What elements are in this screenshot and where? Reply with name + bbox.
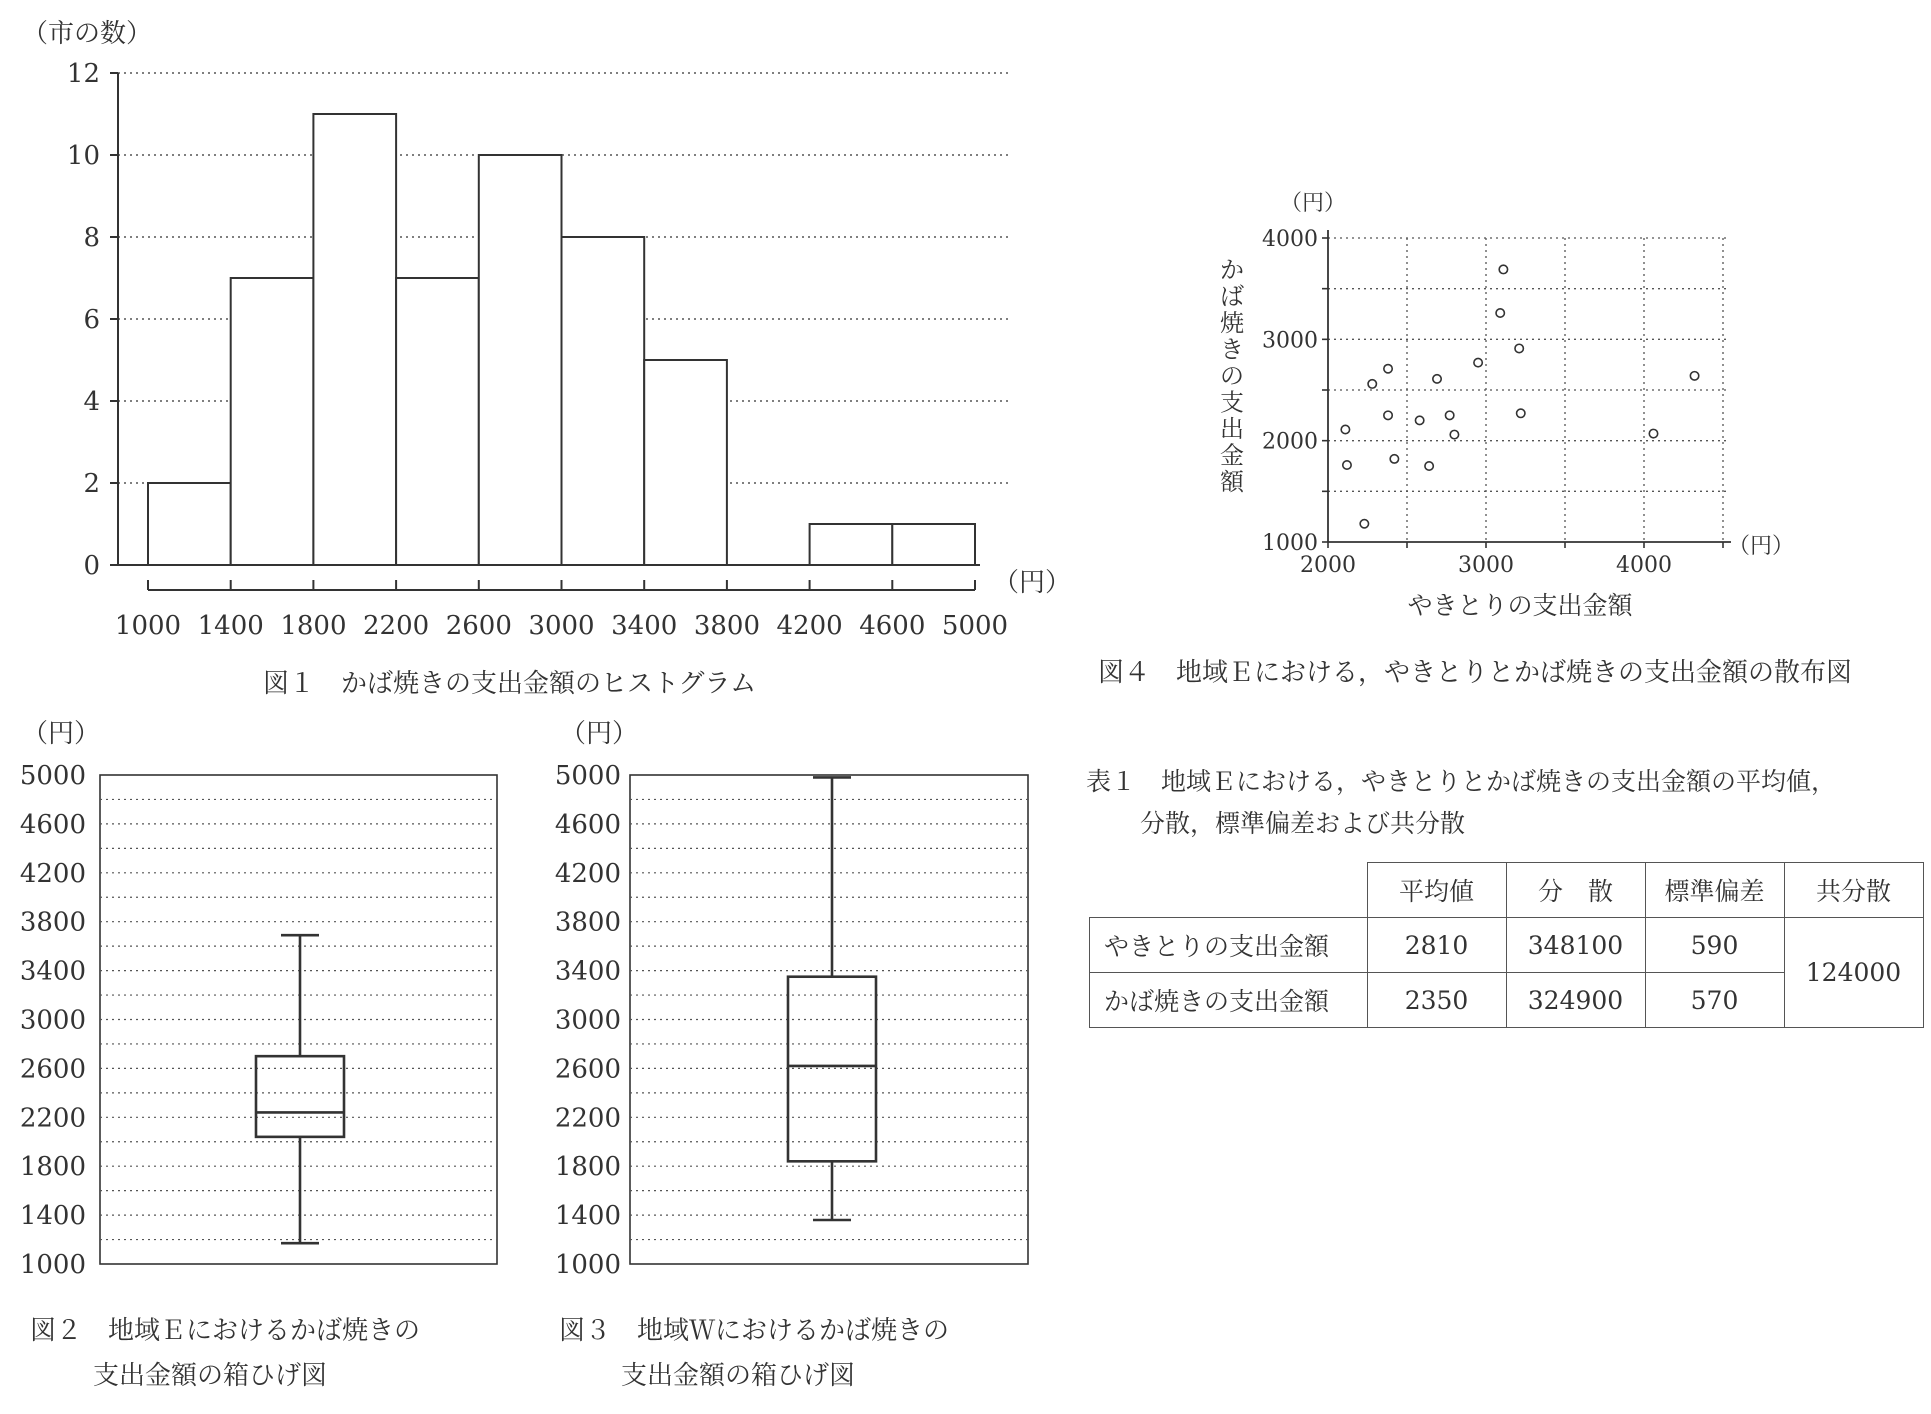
scatter-x-tick-label: 3000 bbox=[1458, 553, 1514, 578]
histogram-y-axis-label: （市の数） bbox=[22, 19, 153, 49]
histogram-bar bbox=[479, 155, 562, 565]
cell-variance: 348100 bbox=[1506, 918, 1645, 973]
scatter-point bbox=[1649, 429, 1657, 437]
b2-y-tick-label: 4200 bbox=[554, 858, 621, 889]
histogram-y-tick-label: 8 bbox=[83, 223, 100, 253]
histogram-x-tick-label: 2600 bbox=[445, 611, 512, 641]
histogram-y-tick-label: 6 bbox=[83, 305, 100, 335]
b2-y-tick-label: 2200 bbox=[554, 1103, 621, 1134]
boxplot-e-box bbox=[256, 935, 344, 1243]
row-label: やきとりの支出金額 bbox=[1090, 918, 1368, 973]
scatter-y-axis-label-char: 支 bbox=[1220, 388, 1244, 417]
b2-y-tick-label: 3400 bbox=[554, 956, 621, 987]
scatter-point bbox=[1384, 411, 1392, 419]
scatter-y-axis-label-char: 金 bbox=[1220, 441, 1244, 470]
scatter-point bbox=[1517, 409, 1525, 417]
histogram-x-tick-label: 4600 bbox=[859, 611, 926, 641]
b1-y-tick-label: 2200 bbox=[19, 1103, 86, 1134]
scatter-point bbox=[1433, 375, 1441, 383]
b1-y-tick-label: 3400 bbox=[19, 956, 86, 987]
scatter-point bbox=[1368, 380, 1376, 388]
scatter-point bbox=[1341, 425, 1349, 433]
boxplot-w-y-tick-labels bbox=[555, 761, 621, 1280]
table-caption-line1: 表１ 地域Ｅにおける，やきとりとかば焼きの支出金額の平均値， bbox=[1086, 767, 1837, 796]
b1-y-tick-label: 1800 bbox=[19, 1152, 86, 1183]
b1-y-tick-label: 4600 bbox=[19, 809, 86, 840]
b1-y-tick-label: 3800 bbox=[19, 907, 86, 938]
scatter-x-tick-label: 2000 bbox=[1300, 553, 1356, 578]
scatter-gridlines bbox=[1328, 238, 1728, 542]
b1-y-tick-label: 2600 bbox=[19, 1054, 86, 1085]
scatter-point bbox=[1390, 455, 1398, 463]
b1-y-tick-label: 4200 bbox=[19, 858, 86, 889]
boxplot-e-y-tick-labels bbox=[20, 761, 86, 1280]
histogram-x-tick-label: 3800 bbox=[693, 611, 760, 641]
histogram-x-tick-label: 3400 bbox=[611, 611, 678, 641]
cell-mean: 2810 bbox=[1367, 918, 1506, 973]
scatter-point bbox=[1496, 309, 1504, 317]
histogram-chart bbox=[0, 0, 1072, 650]
histogram-x-tick-labels bbox=[115, 611, 1008, 641]
table-row bbox=[1090, 918, 1924, 973]
histogram-y-tick-label: 4 bbox=[83, 387, 100, 417]
table-corner-cell bbox=[1090, 863, 1368, 918]
b2-y-tick-label: 5000 bbox=[554, 761, 621, 791]
boxplot-e-gridlines bbox=[100, 775, 497, 1264]
stats-table bbox=[1089, 862, 1924, 1028]
fig2-caption-line2: 支出金額の箱ひげ図 bbox=[93, 1361, 328, 1391]
scatter-y-tick-label: 3000 bbox=[1262, 328, 1318, 354]
boxplot-region-e bbox=[0, 700, 530, 1290]
b2-y-tick-label: 1000 bbox=[554, 1250, 621, 1280]
scatter-y-axis-label-char: 出 bbox=[1220, 415, 1244, 443]
cell-sd: 570 bbox=[1645, 973, 1784, 1028]
histogram-x-tick-label: 1400 bbox=[197, 611, 264, 641]
b1-y-tick-label: 1000 bbox=[19, 1250, 86, 1280]
row-label: かば焼きの支出金額 bbox=[1090, 973, 1368, 1028]
scatter-x-tick-label: 4000 bbox=[1616, 553, 1672, 578]
b1-y-tick-label: 3000 bbox=[19, 1005, 86, 1036]
histogram-bar bbox=[562, 237, 645, 565]
b2-iqr-box bbox=[788, 977, 876, 1162]
header-sd: 標準偏差 bbox=[1645, 863, 1784, 918]
histogram-bar bbox=[231, 278, 314, 565]
histogram-bar bbox=[810, 524, 893, 565]
scatter-point bbox=[1474, 358, 1482, 366]
fig2-caption-line1: 図２ 地域Ｅにおけるかば焼きの bbox=[30, 1316, 421, 1346]
histogram-x-tick-label: 4200 bbox=[776, 611, 843, 641]
scatter-y-axis-label-char: 額 bbox=[1220, 468, 1244, 496]
histogram-x-tick-label: 2200 bbox=[363, 611, 430, 641]
scatter-y-axis-label-char: き bbox=[1220, 335, 1244, 364]
scatter-point bbox=[1445, 411, 1453, 419]
histogram-y-tick-label: 2 bbox=[83, 469, 100, 499]
histogram-y-tick-label: 10 bbox=[66, 141, 100, 171]
boxplot-w-gridlines bbox=[630, 775, 1028, 1264]
b2-y-tick-label: 1800 bbox=[554, 1152, 621, 1183]
histogram-bar bbox=[313, 114, 396, 565]
scatter-axes bbox=[1322, 230, 1731, 548]
scatter-point bbox=[1415, 416, 1423, 424]
scatter-y-tick-label: 4000 bbox=[1262, 227, 1318, 252]
boxplot-w-y-unit: （円） bbox=[560, 719, 639, 749]
b2-y-tick-label: 1400 bbox=[554, 1201, 621, 1232]
fig1-caption: 図１ かば焼きの支出金額のヒストグラム bbox=[263, 669, 757, 699]
cell-mean: 2350 bbox=[1367, 973, 1506, 1028]
scatter-y-tick-label: 2000 bbox=[1262, 429, 1318, 455]
cell-sd: 590 bbox=[1645, 918, 1784, 973]
fig3-caption-line1: 図３ 地域Ｗにおけるかば焼きの bbox=[559, 1316, 950, 1346]
fig4-caption: 図４ 地域Ｅにおける，やきとりとかば焼きの支出金額の散布図 bbox=[1098, 658, 1853, 688]
histogram-y-tick-label: 12 bbox=[66, 59, 100, 89]
scatter-x-axis-label: やきとりの支出金額 bbox=[1407, 591, 1633, 620]
b1-y-tick-label: 5000 bbox=[19, 761, 86, 791]
scatter-point bbox=[1360, 520, 1368, 528]
b2-y-tick-label: 3000 bbox=[554, 1005, 621, 1036]
b1-y-tick-label: 1400 bbox=[19, 1201, 86, 1232]
histogram-x-tick-label: 1800 bbox=[280, 611, 347, 641]
histogram-y-tick-labels bbox=[67, 59, 100, 581]
scatter-y-unit: （円） bbox=[1280, 191, 1347, 216]
histogram-x-unit-label: （円） bbox=[993, 568, 1072, 598]
scatter-points bbox=[1341, 265, 1699, 528]
cell-variance: 324900 bbox=[1506, 973, 1645, 1028]
scatter-y-axis-label bbox=[1220, 256, 1245, 496]
scatter-y-axis-label-char: ば bbox=[1220, 282, 1244, 311]
scatter-point bbox=[1384, 365, 1392, 373]
scatter-y-tick-label: 1000 bbox=[1262, 531, 1318, 556]
scatter-y-axis-label-char: の bbox=[1220, 362, 1244, 390]
scatter-x-unit: （円） bbox=[1728, 534, 1795, 559]
scatter-point bbox=[1343, 461, 1351, 469]
header-mean: 平均値 bbox=[1367, 863, 1506, 918]
histogram-bar bbox=[892, 524, 975, 565]
scatter-x-tick-labels bbox=[1300, 553, 1672, 578]
cell-covariance: 124000 bbox=[1784, 918, 1923, 1028]
header-covariance: 共分散 bbox=[1784, 863, 1923, 918]
histogram-x-tick-label: 5000 bbox=[941, 611, 1009, 641]
scatter-point bbox=[1515, 344, 1523, 352]
histogram-bar bbox=[396, 278, 479, 565]
scatter-point bbox=[1690, 372, 1698, 380]
b2-y-tick-label: 3800 bbox=[554, 907, 621, 938]
scatter-point bbox=[1425, 462, 1433, 470]
boxplot-region-w bbox=[530, 700, 1060, 1290]
scatter-y-axis-label-char: 焼 bbox=[1220, 309, 1244, 337]
scatter-point bbox=[1499, 265, 1507, 273]
scatter-chart bbox=[1200, 180, 1931, 640]
histogram-x-tick-label: 3000 bbox=[528, 611, 595, 641]
histogram-y-tick-label: 0 bbox=[83, 551, 100, 581]
scatter-point bbox=[1450, 430, 1458, 438]
histogram-x-tick-label: 1000 bbox=[114, 611, 182, 641]
histogram-bars bbox=[148, 114, 975, 565]
table-header-row bbox=[1090, 863, 1924, 918]
scatter-y-axis-label-char: か bbox=[1220, 256, 1244, 284]
table-caption-line2: 分散，標準偏差および共分散 bbox=[1140, 809, 1466, 838]
histogram-bar bbox=[644, 360, 727, 565]
header-variance: 分 散 bbox=[1506, 863, 1645, 918]
scatter-y-tick-labels bbox=[1262, 227, 1318, 556]
histogram-bar bbox=[148, 483, 231, 565]
fig3-caption-line2: 支出金額の箱ひげ図 bbox=[621, 1361, 856, 1391]
boxplot-e-y-unit: （円） bbox=[22, 719, 101, 749]
b2-y-tick-label: 4600 bbox=[554, 809, 621, 840]
boxplot-w-box bbox=[788, 777, 876, 1220]
b2-y-tick-label: 2600 bbox=[554, 1054, 621, 1085]
